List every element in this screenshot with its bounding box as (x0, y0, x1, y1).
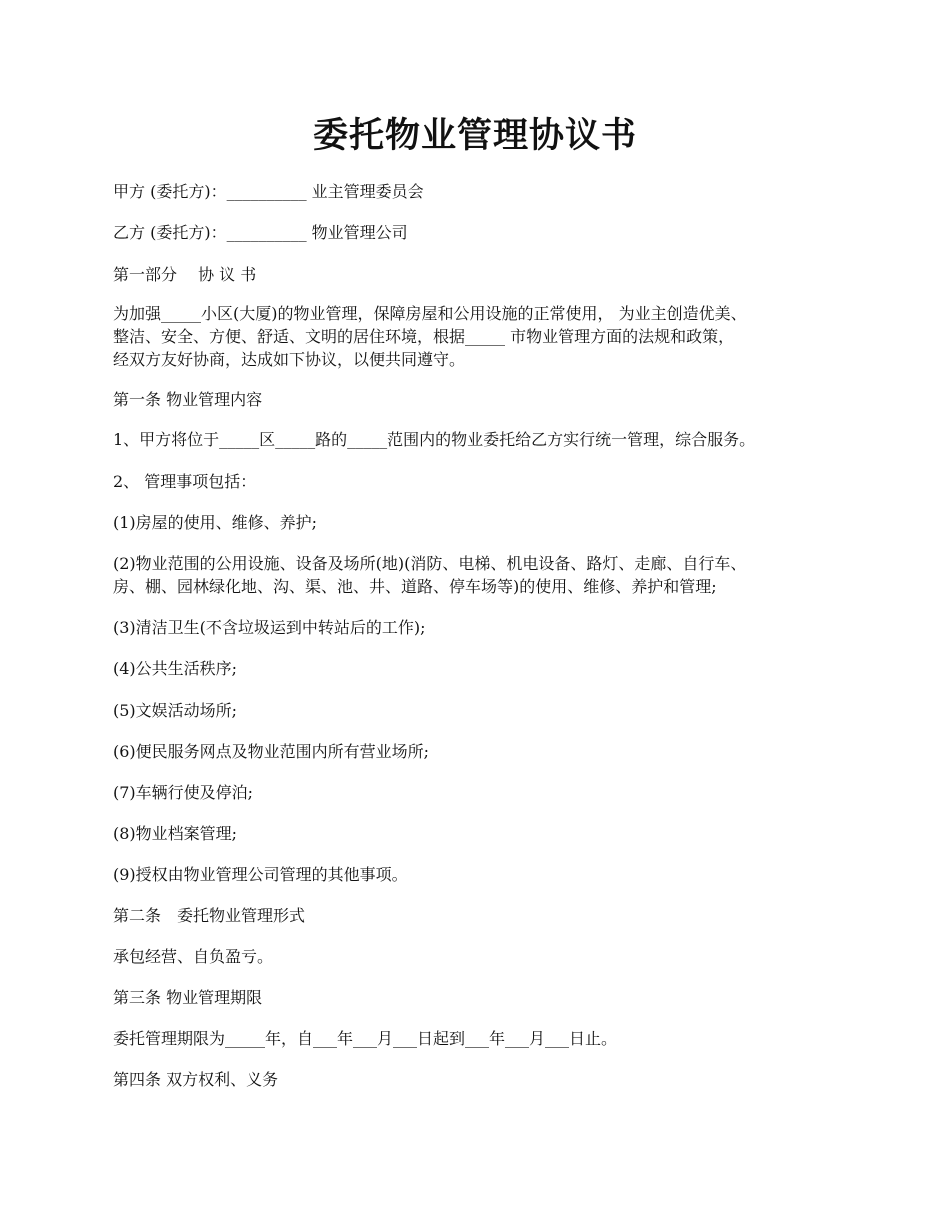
article-1-item-2: 2、 管理事项包括： (113, 472, 257, 491)
article-3-body: 委托管理期限为_____年，自___年___月___日起到___年___月___日止。 (113, 1029, 618, 1048)
scope-item-3: (3)清洁卫生(不含垃圾运到中转站后的工作); (113, 618, 426, 637)
scope-item-4: (4)公共生活秩序; (113, 659, 238, 678)
scope-item-6: (6)便民服务网点及物业范围内所有营业场所; (113, 742, 430, 761)
article-1-item-1: 1、甲方将位于_____区_____路的_____范围内的物业委托给乙方实行统一管理，综合服务。 (113, 430, 756, 449)
intro-line-2: 整洁、安全、方便、舒适、文明的居住环境，根据_____ 市物业管理方面的法规和政策， (113, 327, 735, 346)
article-1-heading: 第一条 物业管理内容 (113, 390, 263, 409)
party-b-line: 乙方 (委托方)：__________ 物业管理公司 (113, 223, 408, 242)
scope-item-1: (1)房屋的使用、维修、养护; (113, 513, 318, 532)
article-2-heading: 第二条 委托物业管理形式 (113, 906, 306, 925)
scope-item-8: (8)物业档案管理; (113, 824, 238, 843)
scope-item-2-line-2: 房、棚、园林绿化地、沟、渠、池、井、道路、停车场等)的使用、维修、养护和管理; (113, 577, 717, 596)
part-one-heading: 第一部分 协 议 书 (113, 265, 257, 284)
article-4-heading: 第四条 双方权利、义务 (113, 1070, 279, 1089)
intro-line-1: 为加强_____小区(大厦)的物业管理，保障房屋和公用设施的正常使用， 为业主创造优美、 (113, 304, 747, 323)
scope-item-5: (5)文娱活动场所; (113, 701, 238, 720)
scope-item-9: (9)授权由物业管理公司管理的其他事项。 (113, 865, 408, 884)
document-title: 委托物业管理协议书 (312, 115, 637, 156)
scope-item-2-line-1: (2)物业范围的公用设施、设备及场所(地)(消防、电梯、机电设备、路灯、走廊、自行车、 (113, 554, 747, 573)
scope-item-7: (7)车辆行使及停泊; (113, 783, 254, 802)
intro-line-3: 经双方友好协商，达成如下协议，以便共同遵守。 (113, 350, 466, 369)
article-3-heading: 第三条 物业管理期限 (113, 988, 263, 1007)
party-a-line: 甲方 (委托方)：__________ 业主管理委员会 (113, 182, 424, 201)
article-2-body: 承包经营、自负盈亏。 (113, 947, 274, 966)
